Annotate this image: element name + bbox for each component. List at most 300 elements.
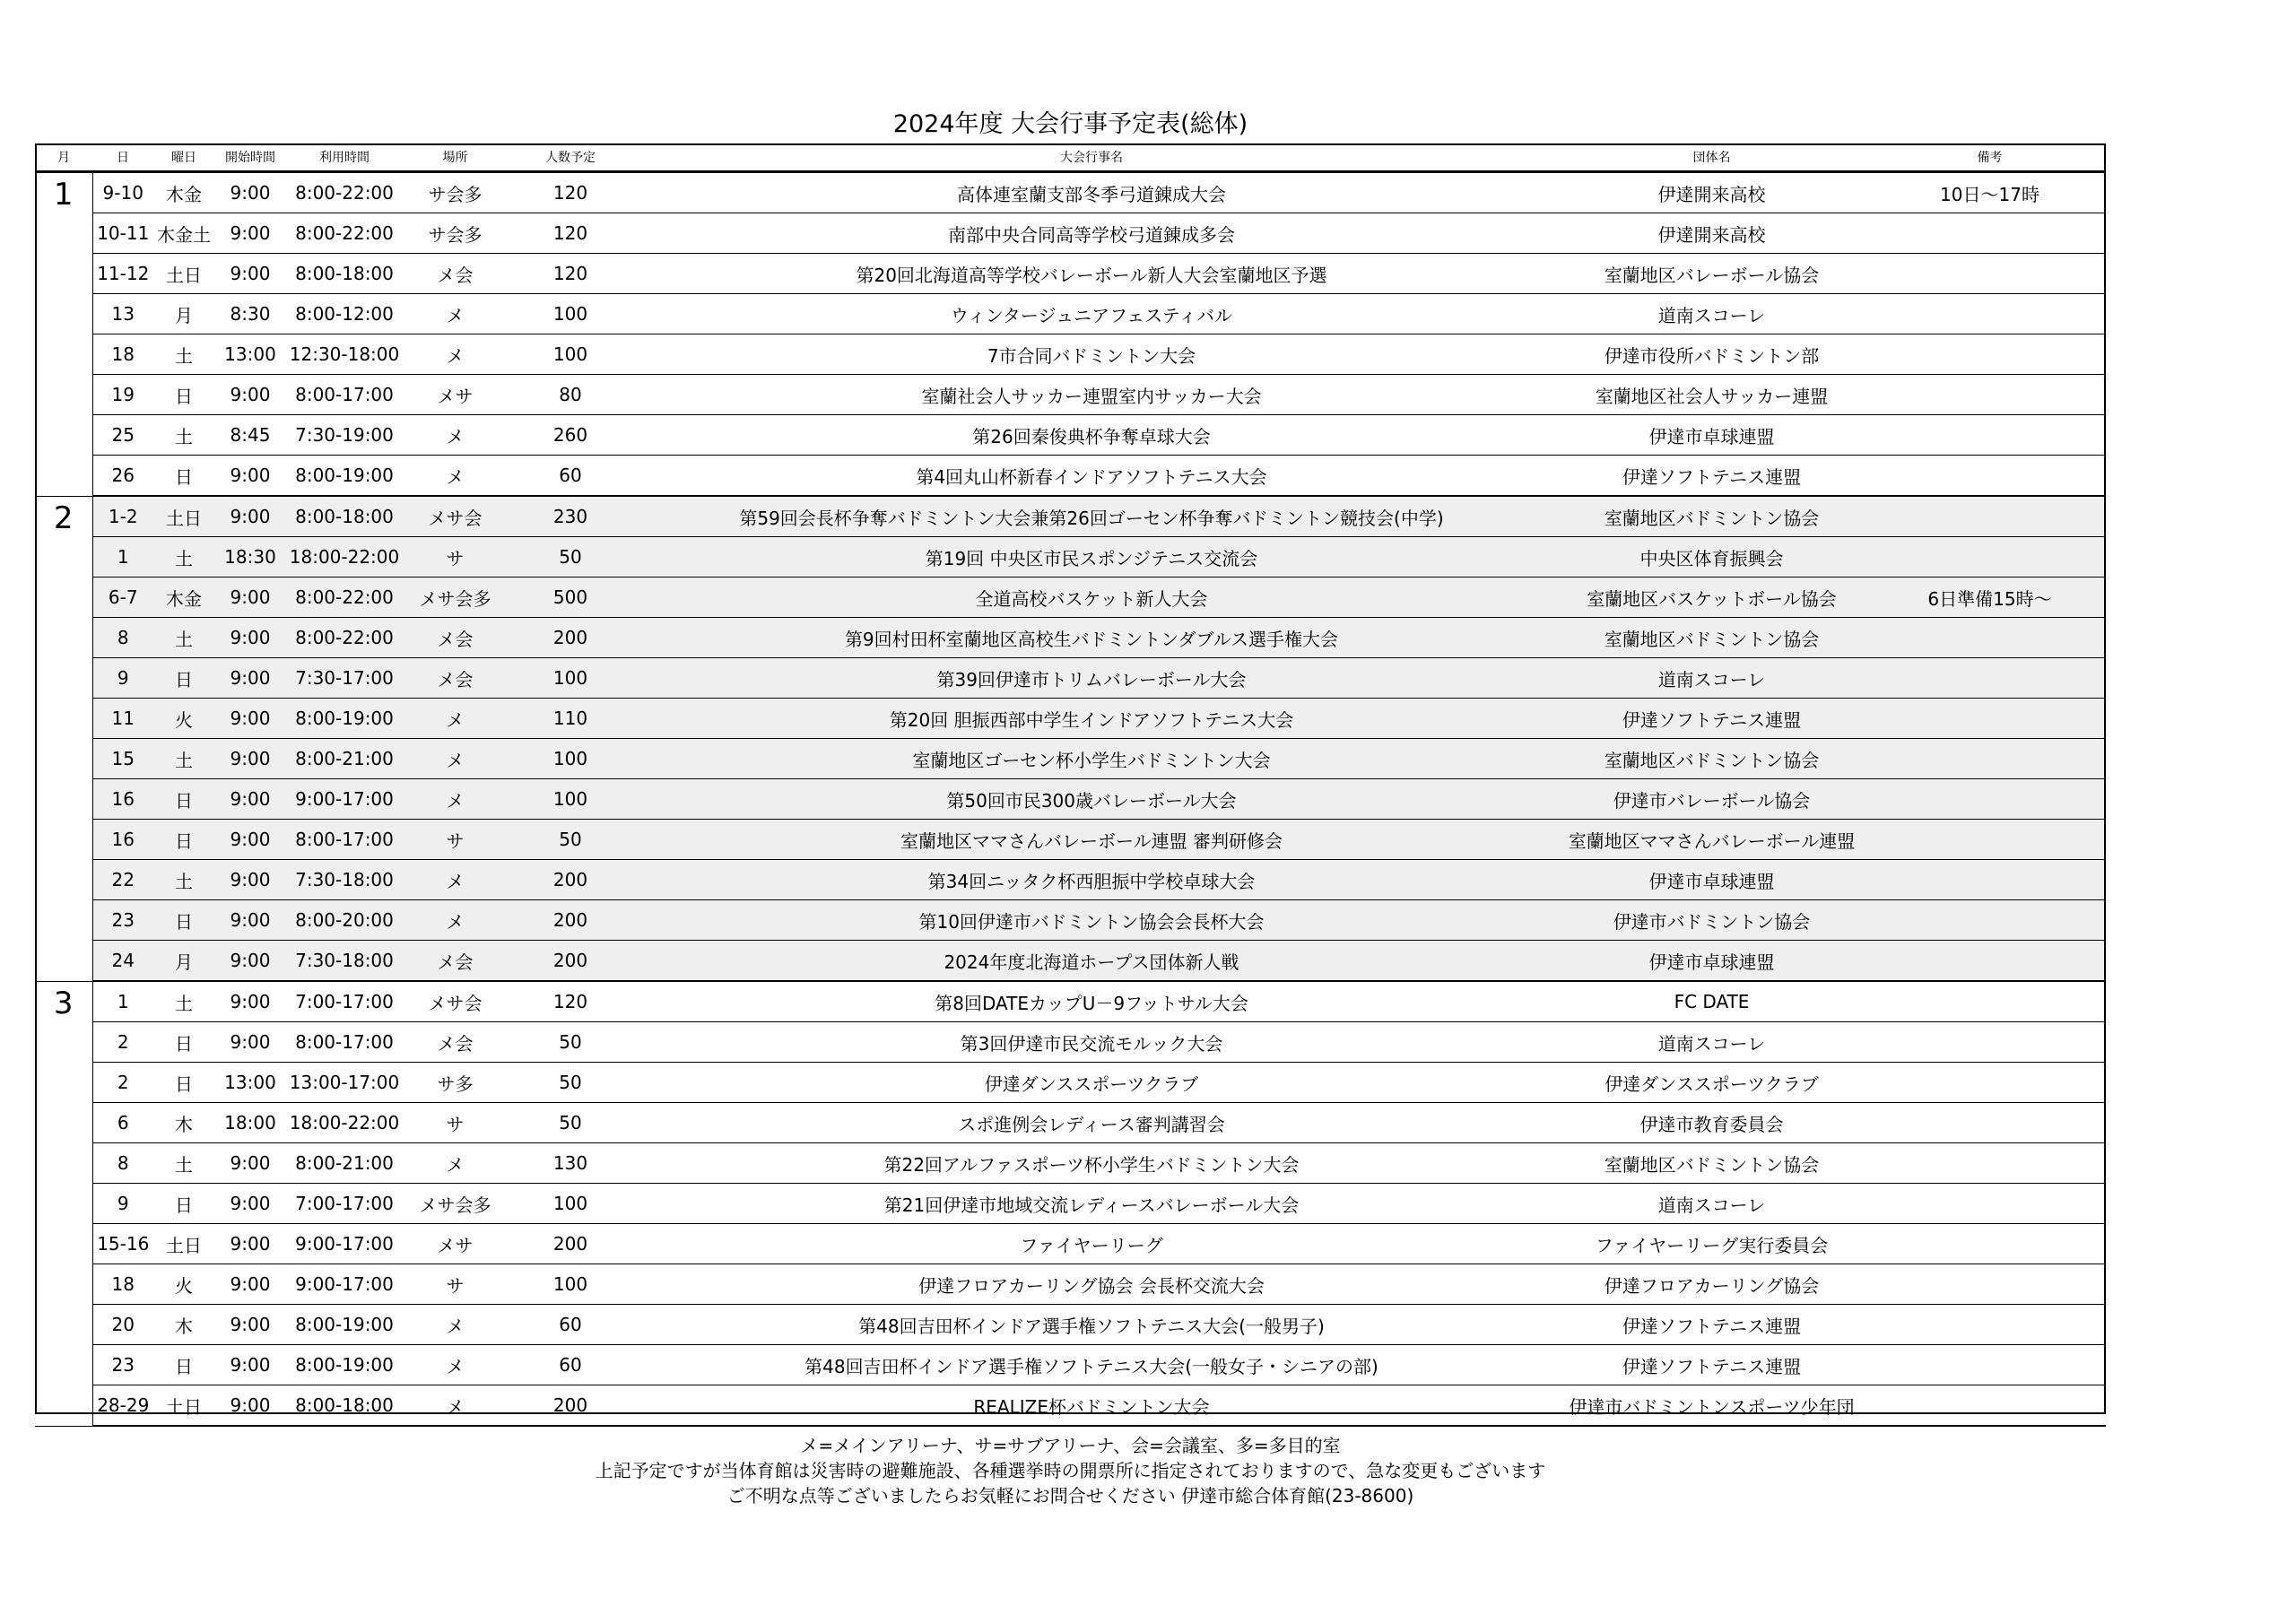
event-name-cell: 伊達フロアカーリング協会 会長杯交流大会 xyxy=(633,1264,1550,1305)
remarks-cell xyxy=(1874,1385,2106,1427)
weekday-cell: 日 xyxy=(153,456,214,497)
day-cell: 9 xyxy=(92,1184,153,1224)
day-cell: 18 xyxy=(92,334,153,375)
table-row xyxy=(35,1264,2106,1305)
count-cell: 50 xyxy=(508,537,633,578)
day-cell: 23 xyxy=(92,900,153,941)
weekday-cell: 土 xyxy=(153,537,214,578)
organization-cell: 道南スコーレ xyxy=(1550,658,1874,699)
place-cell: サ xyxy=(403,1264,508,1305)
start-time-cell: 9:00 xyxy=(214,779,286,820)
remarks-cell xyxy=(1874,496,2106,537)
day-cell: 15-16 xyxy=(92,1224,153,1264)
usage-time-cell: 8:00-22:00 xyxy=(286,618,403,658)
event-name-cell: 第39回伊達市トリムバレーボール大会 xyxy=(633,658,1550,699)
event-name-cell: 第4回丸山杯新春インドアソフトテニス大会 xyxy=(633,456,1550,497)
organization-cell: 道南スコーレ xyxy=(1550,294,1874,334)
weekday-cell: 土日 xyxy=(153,1224,214,1264)
count-cell: 50 xyxy=(508,820,633,860)
remarks-cell xyxy=(1874,1345,2106,1385)
usage-time-cell: 9:00-17:00 xyxy=(286,1224,403,1264)
event-name-cell: 室蘭社会人サッカー連盟室内サッカー大会 xyxy=(633,375,1550,415)
table-row xyxy=(35,699,2106,739)
place-cell: サ xyxy=(403,820,508,860)
place-cell: メ xyxy=(403,415,508,456)
day-cell: 20 xyxy=(92,1305,153,1345)
place-cell: メ xyxy=(403,456,508,497)
weekday-cell: 日 xyxy=(153,1345,214,1385)
table-row xyxy=(35,1143,2106,1184)
header-weekday: 曜日 xyxy=(153,143,214,172)
start-time-cell: 13:00 xyxy=(214,1063,286,1103)
table-row xyxy=(35,537,2106,578)
weekday-cell: 日 xyxy=(153,900,214,941)
weekday-cell: 日 xyxy=(153,658,214,699)
usage-time-cell: 8:00-17:00 xyxy=(286,820,403,860)
event-name-cell: 第26回秦俊典杯争奪卓球大会 xyxy=(633,415,1550,456)
weekday-cell: 土日 xyxy=(153,1385,214,1427)
remarks-cell xyxy=(1874,537,2106,578)
usage-time-cell: 18:00-22:00 xyxy=(286,1103,403,1143)
count-cell: 50 xyxy=(508,1022,633,1063)
usage-time-cell: 8:00-18:00 xyxy=(286,1385,403,1427)
event-name-cell: ウィンタージュニアフェスティバル xyxy=(633,294,1550,334)
count-cell: 100 xyxy=(508,1264,633,1305)
event-name-cell: スポ進例会レディース審判講習会 xyxy=(633,1103,1550,1143)
remarks-cell xyxy=(1874,375,2106,415)
start-time-cell: 8:30 xyxy=(214,294,286,334)
organization-cell: 伊達市卓球連盟 xyxy=(1550,415,1874,456)
table-row xyxy=(35,1063,2106,1103)
remarks-cell xyxy=(1874,1103,2106,1143)
usage-time-cell: 7:30-19:00 xyxy=(286,415,403,456)
organization-cell: 伊達ソフトテニス連盟 xyxy=(1550,699,1874,739)
header-event-name: 大会行事名 xyxy=(633,143,1550,172)
count-cell: 100 xyxy=(508,1184,633,1224)
organization-cell: 室蘭地区バレーボール協会 xyxy=(1550,254,1874,294)
weekday-cell: 日 xyxy=(153,375,214,415)
table-row xyxy=(35,860,2106,900)
event-name-cell: 第34回ニッタク杯西胆振中学校卓球大会 xyxy=(633,860,1550,900)
start-time-cell: 9:00 xyxy=(214,981,286,1022)
day-cell: 16 xyxy=(92,820,153,860)
start-time-cell: 9:00 xyxy=(214,213,286,254)
place-cell: メ xyxy=(403,699,508,739)
schedule-body xyxy=(35,172,2106,1427)
usage-time-cell: 7:30-18:00 xyxy=(286,860,403,900)
remarks-cell xyxy=(1874,1022,2106,1063)
event-name-cell: 第50回市民300歳バレーボール大会 xyxy=(633,779,1550,820)
day-cell: 11 xyxy=(92,699,153,739)
remarks-cell xyxy=(1874,618,2106,658)
usage-time-cell: 7:00-17:00 xyxy=(286,1184,403,1224)
remarks-cell xyxy=(1874,860,2106,900)
organization-cell: 伊達ダンススポーツクラブ xyxy=(1550,1063,1874,1103)
organization-cell: 伊達市卓球連盟 xyxy=(1550,860,1874,900)
weekday-cell: 木金 xyxy=(153,578,214,618)
weekday-cell: 土日 xyxy=(153,496,214,537)
footer-contact: ご不明な点等ございましたらお気軽にお問合せください 伊達市総合体育館(23-8600) xyxy=(726,1485,1414,1507)
place-cell: メサ xyxy=(403,1224,508,1264)
usage-time-cell: 18:00-22:00 xyxy=(286,537,403,578)
place-cell: メ会 xyxy=(403,658,508,699)
weekday-cell: 木金土 xyxy=(153,213,214,254)
weekday-cell: 月 xyxy=(153,294,214,334)
organization-cell: ファイヤーリーグ実行委員会 xyxy=(1550,1224,1874,1264)
organization-cell: 中央区体育振興会 xyxy=(1550,537,1874,578)
usage-time-cell: 12:30-18:00 xyxy=(286,334,403,375)
remarks-cell xyxy=(1874,254,2106,294)
header-day: 日 xyxy=(92,143,153,172)
start-time-cell: 13:00 xyxy=(214,334,286,375)
usage-time-cell: 8:00-19:00 xyxy=(286,456,403,497)
count-cell: 200 xyxy=(508,1224,633,1264)
table-row xyxy=(35,1345,2106,1385)
count-cell: 200 xyxy=(508,900,633,941)
weekday-cell: 土 xyxy=(153,618,214,658)
event-name-cell: 南部中央合同高等学校弓道錬成多会 xyxy=(633,213,1550,254)
table-row xyxy=(35,213,2106,254)
day-cell: 10-11 xyxy=(92,213,153,254)
day-cell: 26 xyxy=(92,456,153,497)
organization-cell: 伊達開来高校 xyxy=(1550,213,1874,254)
organization-cell: 伊達ソフトテニス連盟 xyxy=(1550,1345,1874,1385)
place-cell: メサ会多 xyxy=(403,578,508,618)
remarks-cell xyxy=(1874,779,2106,820)
remarks-cell xyxy=(1874,1224,2106,1264)
table-row xyxy=(35,981,2106,1022)
weekday-cell: 火 xyxy=(153,699,214,739)
usage-time-cell: 8:00-20:00 xyxy=(286,900,403,941)
day-cell: 1-2 xyxy=(92,496,153,537)
place-cell: メ会 xyxy=(403,941,508,982)
start-time-cell: 9:00 xyxy=(214,618,286,658)
remarks-cell xyxy=(1874,1063,2106,1103)
remarks-cell xyxy=(1874,739,2106,779)
remarks-cell xyxy=(1874,699,2106,739)
start-time-cell: 9:00 xyxy=(214,1345,286,1385)
organization-cell: 道南スコーレ xyxy=(1550,1022,1874,1063)
weekday-cell: 木 xyxy=(153,1305,214,1345)
remarks-cell xyxy=(1874,213,2106,254)
place-cell: サ会多 xyxy=(403,172,508,213)
usage-time-cell: 8:00-22:00 xyxy=(286,172,403,213)
start-time-cell: 9:00 xyxy=(214,172,286,213)
place-cell: メ xyxy=(403,860,508,900)
start-time-cell: 18:30 xyxy=(214,537,286,578)
event-name-cell: 伊達ダンススポーツクラブ xyxy=(633,1063,1550,1103)
event-name-cell: 第19回 中央区市民スポンジテニス交流会 xyxy=(633,537,1550,578)
usage-time-cell: 7:30-17:00 xyxy=(286,658,403,699)
remarks-cell: 6日準備15時～ xyxy=(1874,578,2106,618)
weekday-cell: 木 xyxy=(153,1103,214,1143)
event-name-cell: 7市合同バドミントン大会 xyxy=(633,334,1550,375)
count-cell: 200 xyxy=(508,618,633,658)
organization-cell: 室蘭地区バドミントン協会 xyxy=(1550,1143,1874,1184)
start-time-cell: 9:00 xyxy=(214,1184,286,1224)
start-time-cell: 9:00 xyxy=(214,1143,286,1184)
event-name-cell: 第10回伊達市バドミントン協会会長杯大会 xyxy=(633,900,1550,941)
table-row xyxy=(35,900,2106,941)
organization-cell: 室蘭地区バドミントン協会 xyxy=(1550,739,1874,779)
count-cell: 500 xyxy=(508,578,633,618)
table-row xyxy=(35,779,2106,820)
organization-cell: 伊達市バドミントンスポーツ少年団 xyxy=(1550,1385,1874,1427)
event-name-cell: 第22回アルファスポーツ杯小学生バドミントン大会 xyxy=(633,1143,1550,1184)
organization-cell: 伊達ソフトテニス連盟 xyxy=(1550,1305,1874,1345)
footer-notes xyxy=(36,1433,2105,1508)
weekday-cell: 火 xyxy=(153,1264,214,1305)
count-cell: 100 xyxy=(508,779,633,820)
day-cell: 16 xyxy=(92,779,153,820)
day-cell: 13 xyxy=(92,294,153,334)
remarks-cell xyxy=(1874,415,2106,456)
table-row xyxy=(35,1184,2106,1224)
place-cell: サ多 xyxy=(403,1063,508,1103)
count-cell: 50 xyxy=(508,1103,633,1143)
day-cell: 24 xyxy=(92,941,153,982)
table-row xyxy=(35,172,2106,213)
organization-cell: 室蘭地区バドミントン協会 xyxy=(1550,618,1874,658)
remarks-cell xyxy=(1874,658,2106,699)
day-cell: 1 xyxy=(92,981,153,1022)
place-cell: メ会 xyxy=(403,1022,508,1063)
usage-time-cell: 8:00-12:00 xyxy=(286,294,403,334)
place-cell: メ xyxy=(403,779,508,820)
count-cell: 110 xyxy=(508,699,633,739)
weekday-cell: 日 xyxy=(153,779,214,820)
organization-cell: 伊達開来高校 xyxy=(1550,172,1874,213)
table-row xyxy=(35,739,2106,779)
event-name-cell: 2024年度北海道ホープス団体新人戦 xyxy=(633,941,1550,982)
event-name-cell: 第59回会長杯争奪バドミントン大会兼第26回ゴーセン杯争奪バドミントン競技会(中学) xyxy=(633,496,1550,537)
header-start-time: 開始時間 xyxy=(214,143,286,172)
weekday-cell: 土 xyxy=(153,415,214,456)
schedule-table xyxy=(35,143,2106,1427)
remarks-cell xyxy=(1874,981,2106,1022)
day-cell: 23 xyxy=(92,1345,153,1385)
organization-cell: 室蘭地区社会人サッカー連盟 xyxy=(1550,375,1874,415)
start-time-cell: 9:00 xyxy=(214,699,286,739)
remarks-cell: 10日～17時 xyxy=(1874,172,2106,213)
day-cell: 6-7 xyxy=(92,578,153,618)
page-title: 2024年度 大会行事予定表(総体) xyxy=(892,110,1248,138)
start-time-cell: 9:00 xyxy=(214,1385,286,1427)
count-cell: 120 xyxy=(508,213,633,254)
event-name-cell: REALIZE杯バドミントン大会 xyxy=(633,1385,1550,1427)
count-cell: 60 xyxy=(508,1345,633,1385)
table-row xyxy=(35,254,2106,294)
table-row xyxy=(35,496,2106,537)
day-cell: 15 xyxy=(92,739,153,779)
organization-cell: 室蘭地区バスケットボール協会 xyxy=(1550,578,1874,618)
start-time-cell: 9:00 xyxy=(214,375,286,415)
organization-cell: FC DATE xyxy=(1550,981,1874,1022)
table-row xyxy=(35,294,2106,334)
place-cell: メ xyxy=(403,1305,508,1345)
remarks-cell xyxy=(1874,334,2106,375)
table-row xyxy=(35,415,2106,456)
place-cell: メ会 xyxy=(403,618,508,658)
weekday-cell: 土 xyxy=(153,739,214,779)
place-cell: メ xyxy=(403,1143,508,1184)
weekday-cell: 土 xyxy=(153,860,214,900)
usage-time-cell: 13:00-17:00 xyxy=(286,1063,403,1103)
event-name-cell: 第21回伊達市地域交流レディースバレーボール大会 xyxy=(633,1184,1550,1224)
usage-time-cell: 7:30-18:00 xyxy=(286,941,403,982)
place-cell: メサ会 xyxy=(403,496,508,537)
organization-cell: 室蘭地区バドミントン協会 xyxy=(1550,496,1874,537)
place-cell: メ xyxy=(403,739,508,779)
place-cell: メ xyxy=(403,1345,508,1385)
weekday-cell: 木金 xyxy=(153,172,214,213)
remarks-cell xyxy=(1874,1264,2106,1305)
usage-time-cell: 8:00-17:00 xyxy=(286,1022,403,1063)
event-name-cell: 全道高校バスケット新人大会 xyxy=(633,578,1550,618)
start-time-cell: 9:00 xyxy=(214,254,286,294)
place-cell: サ xyxy=(403,537,508,578)
day-cell: 25 xyxy=(92,415,153,456)
start-time-cell: 9:00 xyxy=(214,739,286,779)
start-time-cell: 9:00 xyxy=(214,1224,286,1264)
count-cell: 60 xyxy=(508,1305,633,1345)
table-row xyxy=(35,618,2106,658)
event-name-cell: 第48回吉田杯インドア選手権ソフトテニス大会(一般男子) xyxy=(633,1305,1550,1345)
start-time-cell: 9:00 xyxy=(214,658,286,699)
day-cell: 9 xyxy=(92,658,153,699)
event-name-cell: 第20回北海道高等学校バレーボール新人大会室蘭地区予選 xyxy=(633,254,1550,294)
day-cell: 19 xyxy=(92,375,153,415)
table-row xyxy=(35,1022,2106,1063)
weekday-cell: 日 xyxy=(153,1184,214,1224)
place-cell: メ xyxy=(403,1385,508,1427)
usage-time-cell: 9:00-17:00 xyxy=(286,1264,403,1305)
start-time-cell: 9:00 xyxy=(214,860,286,900)
table-row xyxy=(35,375,2106,415)
count-cell: 120 xyxy=(508,254,633,294)
count-cell: 50 xyxy=(508,1063,633,1103)
month-cell: 2 xyxy=(35,496,92,981)
day-cell: 22 xyxy=(92,860,153,900)
count-cell: 100 xyxy=(508,739,633,779)
event-name-cell: 第8回DATEカップU－9フットサル大会 xyxy=(633,981,1550,1022)
count-cell: 100 xyxy=(508,658,633,699)
place-cell: メサ会多 xyxy=(403,1184,508,1224)
usage-time-cell: 8:00-19:00 xyxy=(286,1305,403,1345)
place-cell: メ xyxy=(403,294,508,334)
header-organization: 団体名 xyxy=(1550,143,1874,172)
weekday-cell: 土 xyxy=(153,334,214,375)
remarks-cell xyxy=(1874,941,2106,982)
table-row xyxy=(35,334,2106,375)
remarks-cell xyxy=(1874,456,2106,497)
organization-cell: 伊達ソフトテニス連盟 xyxy=(1550,456,1874,497)
header-remarks: 備考 xyxy=(1874,143,2106,172)
start-time-cell: 9:00 xyxy=(214,456,286,497)
event-name-cell: 室蘭地区ゴーセン杯小学生バドミントン大会 xyxy=(633,739,1550,779)
event-name-cell: ファイヤーリーグ xyxy=(633,1224,1550,1264)
organization-cell: 伊達フロアカーリング協会 xyxy=(1550,1264,1874,1305)
start-time-cell: 9:00 xyxy=(214,900,286,941)
usage-time-cell: 8:00-19:00 xyxy=(286,1345,403,1385)
start-time-cell: 18:00 xyxy=(214,1103,286,1143)
footer-legend: メ=メインアリーナ、サ=サブアリーナ、会=会議室、多=多目的室 xyxy=(800,1435,1341,1456)
count-cell: 130 xyxy=(508,1143,633,1184)
organization-cell: 伊達市卓球連盟 xyxy=(1550,941,1874,982)
event-name-cell: 室蘭地区ママさんバレーボール連盟 審判研修会 xyxy=(633,820,1550,860)
header-month: 月 xyxy=(35,143,92,172)
place-cell: メ xyxy=(403,334,508,375)
day-cell: 2 xyxy=(92,1022,153,1063)
place-cell: サ xyxy=(403,1103,508,1143)
event-name-cell: 第9回村田杯室蘭地区高校生バドミントンダブルス選手権大会 xyxy=(633,618,1550,658)
month-cell: 1 xyxy=(35,172,92,497)
start-time-cell: 9:00 xyxy=(214,1022,286,1063)
count-cell: 120 xyxy=(508,172,633,213)
place-cell: メサ xyxy=(403,375,508,415)
weekday-cell: 土 xyxy=(153,1143,214,1184)
count-cell: 260 xyxy=(508,415,633,456)
usage-time-cell: 8:00-18:00 xyxy=(286,254,403,294)
remarks-cell xyxy=(1874,1143,2106,1184)
table-row xyxy=(35,941,2106,982)
weekday-cell: 月 xyxy=(153,941,214,982)
event-name-cell: 第3回伊達市民交流モルック大会 xyxy=(633,1022,1550,1063)
day-cell: 9-10 xyxy=(92,172,153,213)
place-cell: サ会多 xyxy=(403,213,508,254)
usage-time-cell: 8:00-17:00 xyxy=(286,375,403,415)
organization-cell: 道南スコーレ xyxy=(1550,1184,1874,1224)
place-cell: メ xyxy=(403,900,508,941)
table-row xyxy=(35,1385,2106,1427)
remarks-cell xyxy=(1874,820,2106,860)
weekday-cell: 日 xyxy=(153,1063,214,1103)
place-cell: メサ会 xyxy=(403,981,508,1022)
count-cell: 60 xyxy=(508,456,633,497)
place-cell: メ会 xyxy=(403,254,508,294)
organization-cell: 伊達市バレーボール協会 xyxy=(1550,779,1874,820)
organization-cell: 室蘭地区ママさんバレーボール連盟 xyxy=(1550,820,1874,860)
count-cell: 200 xyxy=(508,860,633,900)
day-cell: 1 xyxy=(92,537,153,578)
count-cell: 100 xyxy=(508,294,633,334)
header-expected-count: 人数予定 xyxy=(508,143,633,172)
weekday-cell: 日 xyxy=(153,820,214,860)
usage-time-cell: 7:00-17:00 xyxy=(286,981,403,1022)
count-cell: 230 xyxy=(508,496,633,537)
weekday-cell: 土日 xyxy=(153,254,214,294)
usage-time-cell: 8:00-21:00 xyxy=(286,1143,403,1184)
remarks-cell xyxy=(1874,1184,2106,1224)
table-row xyxy=(35,578,2106,618)
day-cell: 18 xyxy=(92,1264,153,1305)
month-cell: 3 xyxy=(35,981,92,1426)
organization-cell: 伊達市バドミントン協会 xyxy=(1550,900,1874,941)
count-cell: 100 xyxy=(508,334,633,375)
usage-time-cell: 8:00-22:00 xyxy=(286,578,403,618)
table-row xyxy=(35,456,2106,497)
start-time-cell: 9:00 xyxy=(214,1264,286,1305)
usage-time-cell: 9:00-17:00 xyxy=(286,779,403,820)
event-name-cell: 第20回 胆振西部中学生インドアソフトテニス大会 xyxy=(633,699,1550,739)
day-cell: 28-29 xyxy=(92,1385,153,1427)
start-time-cell: 9:00 xyxy=(214,496,286,537)
usage-time-cell: 8:00-18:00 xyxy=(286,496,403,537)
table-row xyxy=(35,820,2106,860)
count-cell: 200 xyxy=(508,941,633,982)
header-usage-time: 利用時間 xyxy=(286,143,403,172)
usage-time-cell: 8:00-21:00 xyxy=(286,739,403,779)
